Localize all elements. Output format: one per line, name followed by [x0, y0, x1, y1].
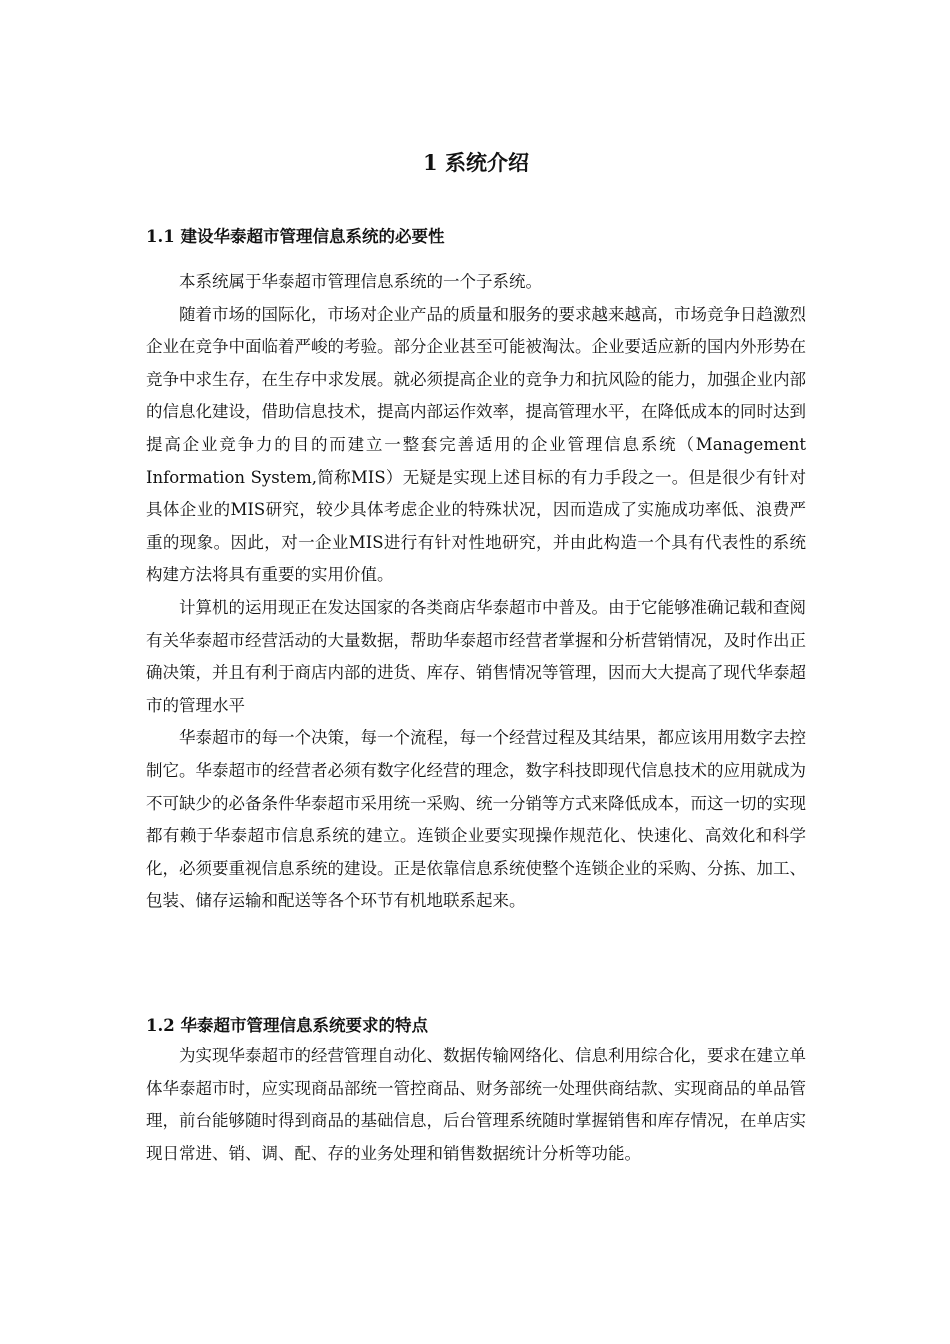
paragraph: 计算机的运用现正在发达国家的各类商店华泰超市中普及。由于它能够准确记载和查阅有关华泰超市经营活动的大量数据，帮助华泰超市经营者掌握和分析营销情况，及时作出正确决策，并且有利于商店内部的进货、库存、销售情况等管理，因而大大提高了现代华泰超市的管理水平: [146, 597, 806, 715]
section-body-1-2: [146, 1040, 806, 1170]
chapter-title: 1 系统介绍: [423, 150, 529, 175]
paragraph: 随着市场的国际化，市场对企业产品的质量和服务的要求越来越高，市场竞争日趋激烈企业在竞争中面临着严峻的考验。部分企业甚至可能被淘汰。企业要适应新的国内外形势在竞争中求生存，在生存中求发展。就必须提高企业的竞争力和抗风险的能力，加强企业内部的信息化建设，借助信息技术，提高内部运作效率，提高管理水平，在降低成本的同时达到提高企业竞争力的目的而建立一整套完善适用的企业管理信息系统（Management Information System,简称MIS）无疑是实现上述目标的有力手段之一。但是很少有针对具体企业的MIS研究，较少具体考虑企业的特殊状况，因而造成了实施成功率低、浪费严重的现象。因此，对一企业MIS进行有针对性地研究，并由此构造一个具有代表性的系统构建方法将具有重要的实用价值。: [146, 304, 806, 585]
section-heading-1-2: 1.2 华泰超市管理信息系统要求的特点: [146, 1016, 428, 1035]
paragraph: 本系统属于华泰超市管理信息系统的一个子系统。: [179, 272, 542, 291]
section-heading-1-1: 1.1 建设华泰超市管理信息系统的必要性: [146, 227, 445, 246]
paragraph: 为实现华泰超市的经营管理自动化、数据传输网络化、信息利用综合化，要求在建立单体华泰超市时，应实现商品部统一管控商品、财务部统一处理供商结款、实现商品的单品管理，前台能够随时得到商品的基础信息，后台管理系统随时掌握销售和库存情况，在单店实现日常进、销、调、配、存的业务处理和销售数据统计分析等功能。: [146, 1046, 806, 1163]
section-body-1-1: [146, 266, 806, 918]
paragraph: 华泰超市的每一个决策，每一个流程，每一个经营过程及其结果，都应该用用数字去控制它。华泰超市的经营者必须有数字化经营的理念，数字科技即现代信息技术的应用就成为不可缺少的必备条件华泰超市采用统一采购、统一分销等方式来降低成本，而这一切的实现都有赖于华泰超市信息系统的建立。连锁企业要实现操作规范化、快速化、高效化和科学化，必须要重视信息系统的建设。正是依靠信息系统使整个连锁企业的采购、分拣、加工、包装、储存运输和配送等各个环节有机地联系起来。: [146, 728, 806, 911]
